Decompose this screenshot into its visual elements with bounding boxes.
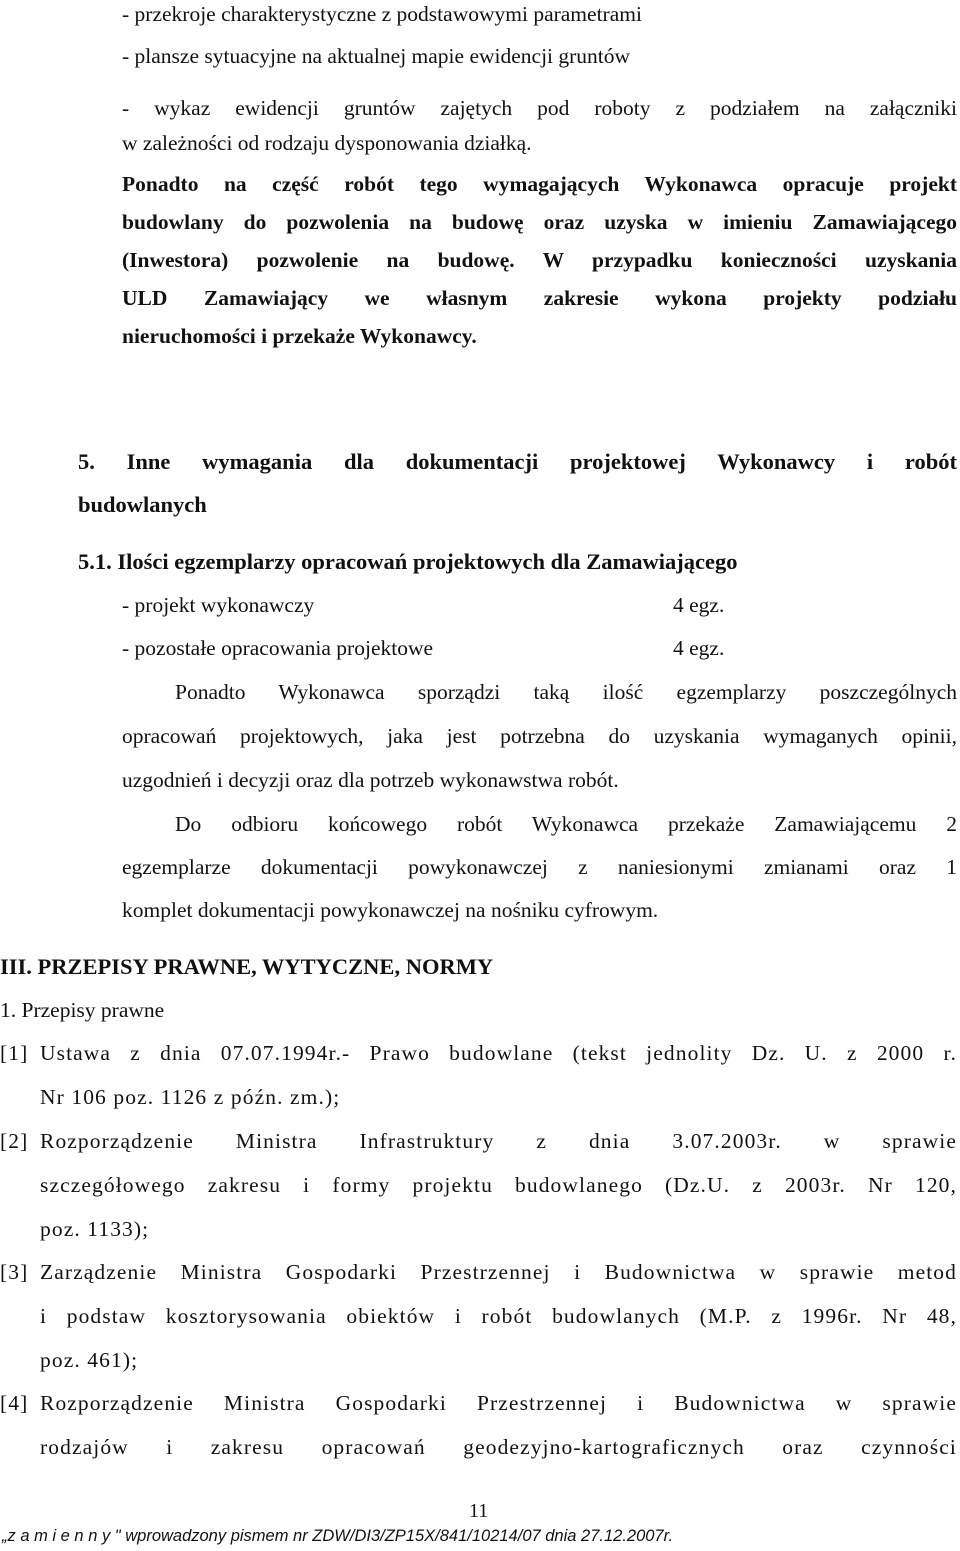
bold-paragraph-line: budowlany do pozwolenia na budowę oraz uzyska w imieniu Zamawiającego [122, 210, 957, 234]
row-value: 4 egz. [673, 636, 725, 660]
section-heading: 5. Inne wymagania dla dokumentacji projektowej Wykonawcy i robót [78, 449, 957, 474]
reference-line: Ustawa z dnia 07.07.1994r.- Prawo budowlane (tekst jednolity Dz. U. z 2000 r. [40, 1041, 957, 1065]
paragraph-line: opracowań projektowych, jaka jest potrzebna do uzyskania wymaganych opinii, [122, 724, 957, 748]
paragraph-line: Do odbioru końcowego robót Wykonawca przekaże Zamawiającemu 2 [175, 812, 957, 836]
list-item-continuation: w zależności od rodzaju dysponowania działką. [122, 131, 532, 155]
reference-number: [2] [0, 1129, 29, 1153]
reference-line: Rozporządzenie Ministra Gospodarki Przestrzennej i Budownictwa w sprawie [40, 1391, 957, 1415]
reference-line: poz. 461); [40, 1348, 139, 1372]
bold-paragraph-line: (Inwestora) pozwolenie na budowę. W przypadku konieczności uzyskania [122, 248, 957, 272]
footer-note: „z a m i e n n y " wprowadzony pismem nr ZDW/DI3/ZP15X/841/10214/07 dnia 27.12.2007r. [2, 1527, 674, 1545]
reference-line: szczegółowego zakresu i formy projektu budowlanego (Dz.U. z 2003r. Nr 120, [40, 1173, 957, 1197]
row-label: - projekt wykonawczy [122, 593, 315, 617]
reference-line: Rozporządzenie Ministra Infrastruktury z dnia 3.07.2003r. w sprawie [40, 1129, 957, 1153]
paragraph-line: uzgodnień i decyzji oraz dla potrzeb wykonawstwa robót. [122, 768, 619, 792]
reference-line: Zarządzenie Ministra Gospodarki Przestrzennej i Budownictwa w sprawie metod [40, 1260, 957, 1284]
bold-paragraph-line: nieruchomości i przekaże Wykonawcy. [122, 324, 477, 348]
row-label: - pozostałe opracowania projektowe [122, 636, 434, 660]
chapter-heading: III. PRZEPISY PRAWNE, WYTYCZNE, NORMY [0, 954, 494, 979]
reference-line: i podstaw kosztorysowania obiektów i robót budowlanych (M.P. z 1996r. Nr 48, [40, 1304, 957, 1328]
list-item: - wykaz ewidencji gruntów zajętych pod roboty z podziałem na załączniki [122, 96, 957, 120]
row-value: 4 egz. [673, 593, 725, 617]
reference-line: Nr 106 poz. 1126 z późn. zm.); [40, 1085, 341, 1109]
paragraph-line: Ponadto Wykonawca sporządzi taką ilość egzemplarzy poszczególnych [175, 680, 957, 704]
list-item: - przekroje charakterystyczne z podstawowymi parametrami [122, 2, 642, 26]
sub-heading: 5.1. Ilości egzemplarzy opracowań projektowych dla Zamawiającego [78, 549, 738, 574]
bold-paragraph-line: Ponadto na część robót tego wymagających Wykonawca opracuje projekt [122, 172, 957, 196]
reference-number: [1] [0, 1041, 29, 1065]
reference-number: [4] [0, 1391, 29, 1415]
section-heading-continuation: budowlanych [78, 492, 207, 517]
list-item: - plansze sytuacyjne na aktualnej mapie ewidencji gruntów [122, 44, 631, 68]
reference-line: poz. 1133); [40, 1217, 150, 1241]
bold-paragraph-line: ULD Zamawiający we własnym zakresie wykona projekty podziału [122, 286, 957, 310]
reference-number: [3] [0, 1260, 29, 1284]
paragraph-line: egzemplarze dokumentacji powykonawczej z naniesionymi zmianami oraz 1 [122, 855, 957, 879]
reference-line: rodzajów i zakresu opracowań geodezyjno-kartograficznych oraz czynności [40, 1435, 957, 1459]
sub-heading: 1. Przepisy prawne [0, 998, 165, 1022]
paragraph-line: komplet dokumentacji powykonawczej na nośniku cyfrowym. [122, 898, 659, 922]
page-number: 11 [469, 1500, 489, 1522]
